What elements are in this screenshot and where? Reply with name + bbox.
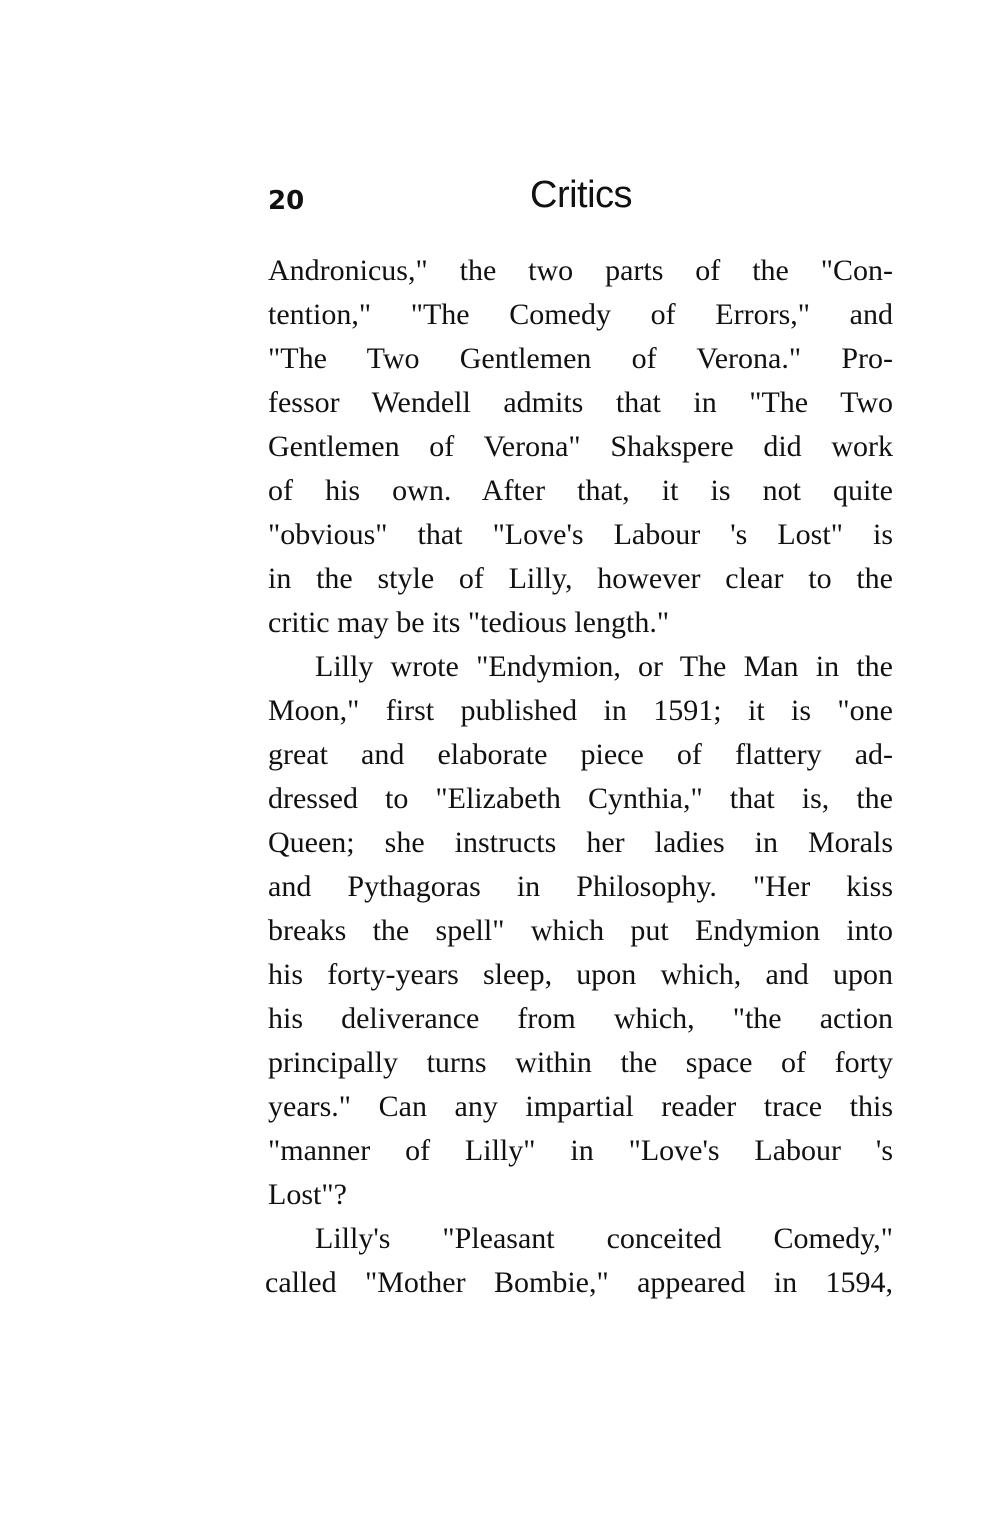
page-header [268, 170, 893, 226]
text-line: Lost"? [268, 1178, 347, 1211]
text-line: critic may be its "tedious length." [268, 606, 670, 639]
text-line: "The Two Gentlemen of Verona." Pro- [268, 342, 893, 375]
text-line: years." Can any impartial reader trace this [268, 1090, 893, 1123]
text-line: great and elaborate piece of flattery ad- [268, 738, 893, 771]
text-line: Gentlemen of Verona" Shakspere did work [268, 430, 893, 463]
text-line: tention," "The Comedy of Errors," and [268, 298, 893, 331]
text-line: Lilly's "Pleasant conceited Comedy," [315, 1222, 893, 1255]
text-line: and Pythagoras in Philosophy. "Her kiss [268, 870, 893, 903]
text-line: principally turns within the space of forty [268, 1046, 893, 1079]
page-number: 20 [268, 186, 305, 216]
text-line: Queen; she instructs her ladies in Morals [268, 826, 893, 859]
text-line: in the style of Lilly, however clear to the [268, 562, 893, 595]
running-head: Critics [530, 174, 633, 216]
text-line: breaks the spell" which put Endymion into [268, 914, 893, 947]
text-line: his forty-years sleep, upon which, and upon [268, 958, 893, 991]
text-line: fessor Wendell admits that in "The Two [268, 386, 893, 419]
text-line: Andronicus," the two parts of the "Con- [268, 254, 893, 287]
text-line: Moon," first published in 1591; it is "one [268, 694, 893, 727]
text-line: called "Mother Bombie," appeared in 1594, [265, 1266, 893, 1299]
text-line: "manner of Lilly" in "Love's Labour 's [268, 1134, 893, 1167]
text-line: of his own. After that, it is not quite [268, 474, 893, 507]
text-line: dressed to "Elizabeth Cynthia," that is, the [268, 782, 893, 815]
text-line: his deliverance from which, "the action [268, 1002, 893, 1035]
text-line: Lilly wrote "Endymion, or The Man in the [315, 650, 893, 683]
body-text [265, 249, 893, 1305]
text-line: "obvious" that "Love's Labour 's Lost" is [268, 518, 893, 551]
